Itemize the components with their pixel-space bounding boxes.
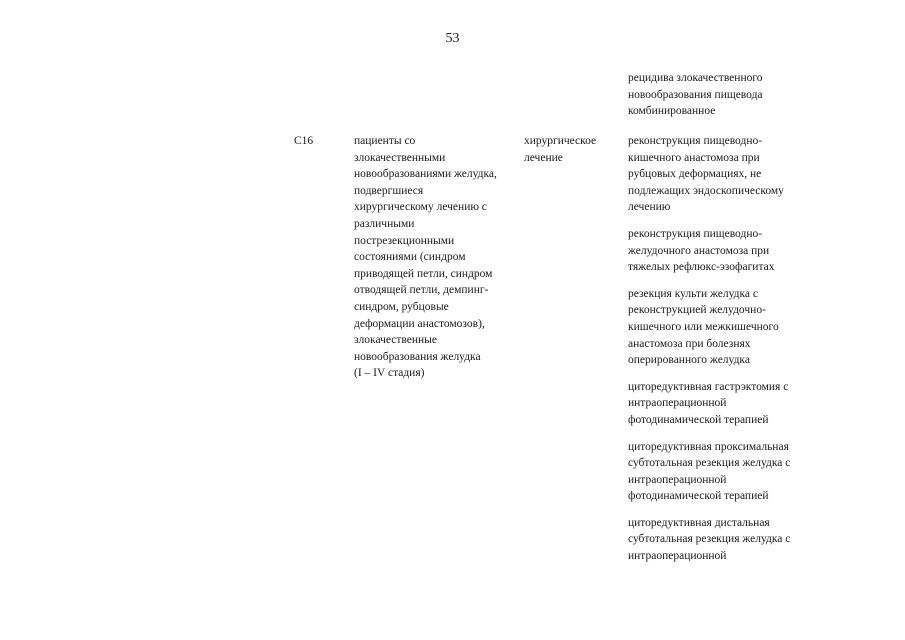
treatment-method: циторедуктивная гастрэктомия с интраоперационной фотодинамической терапией [628, 380, 789, 426]
continued-method-text: рецидива злокачественного новообразования пищевода комбинированное [628, 72, 763, 118]
treatment-method: реконструкция пищеводно- кишечного анастомоза при рубцовых деформациях, не подлежащих эндоскопическому лечению [628, 135, 784, 214]
treatment-method: циторедуктивная проксимальная субтотальная резекция желудка с интраоперационной фотодинамической терапией [628, 440, 791, 503]
diagnosis-code: C16 [294, 135, 314, 147]
page-number: 53 [445, 31, 460, 46]
treatment-method: реконструкция пищеводно- желудочного анастомоза при тяжелых рефлюкс-эзофагитах [628, 227, 775, 274]
treatment-methods-list [628, 133, 828, 575]
treatment-type: хирургическое лечение [524, 135, 597, 164]
treatment-method: циторедуктивная дистальная субтотальная резекция желудка с интраоперационной [628, 516, 791, 563]
patient-model: пациенты со злокачественными новообразованиями желудка, подвергшиеся хирургическому лечению с различными пострезекционными состояниями (синдром приводящей петли, синдром отводящей петли, демпинг- синдром, рубцовые деформации анастомозов), злокачественные новообразования желудка (I – IV стадия) [354, 135, 497, 380]
treatment-method: резекция культи желудка с реконструкцией желудочно- кишечного или межкишечного анастомоза при болезнях оперированного желудка [628, 287, 779, 367]
